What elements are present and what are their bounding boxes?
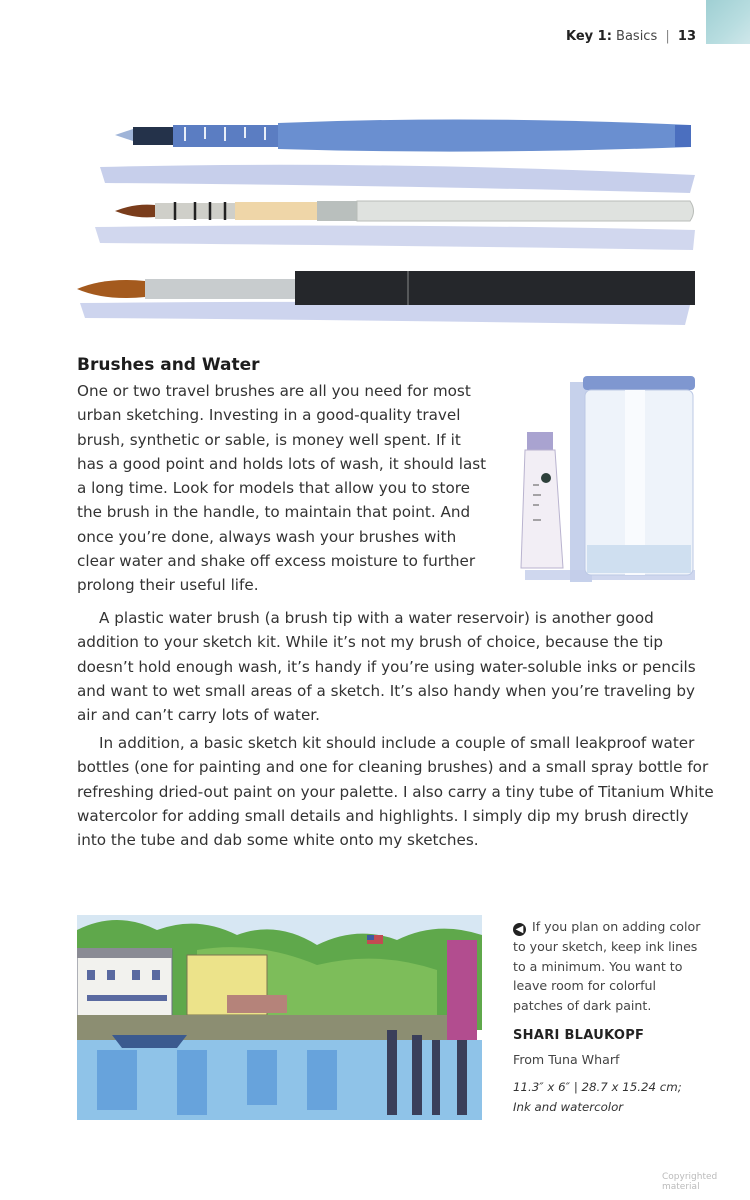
body-paragraph-3: In addition, a basic sketch kit should include a couple of small leakproof water bottles (one for painting and one for cleaning brushes) and a small spray bottle for refreshing dried-out paint on your palette. I also carry a tiny tube of Titanium White watercolor for adding small details and highlights. I simply dip my brush directly into the tube and dab some white onto my sketches. [77, 734, 714, 850]
artwork-dimensions: 11.3″ x 6″ | 28.7 x 15.24 cm; [513, 1080, 682, 1094]
artwork-medium: Ink and watercolor [513, 1100, 624, 1114]
artist-name: SHARI BLAUKOPF [513, 1028, 645, 1043]
running-head-chapter: Basics [616, 29, 658, 44]
tuna-wharf-painting [77, 910, 487, 1125]
water-jar-and-paint-tube-illustration [515, 370, 700, 585]
body-paragraph-2: A plastic water brush (a brush tip with a water reservoir) is another good addition to your sketch kit. While it’s not my brush of choice, because the tip doesn’t hold enough wash, it’s handy if you’re using water-soluble inks or pencils and want to wet small areas of a sketch. It’s also handy when you’re traveling by air and can’t carry lots of water. [77, 609, 696, 725]
caption-text: If you plan on adding color to your sketch, keep ink lines to a minimum. You want to leave room for colorful patches of dark paint. [513, 919, 701, 1014]
figure-caption [513, 917, 708, 1016]
running-head-separator: | [665, 29, 670, 44]
section-color-tab [706, 0, 750, 44]
brushes-illustration [75, 105, 700, 330]
page-number: 13 [677, 29, 696, 44]
section-heading: Brushes and Water [77, 355, 260, 375]
running-head [566, 29, 696, 44]
copyright-watermark: Copyrighted material [662, 1172, 718, 1192]
artwork-title: From Tuna Wharf [513, 1052, 620, 1067]
body-paragraph-1: One or two travel brushes are all you need for most urban sketching. Investing in a good-quality travel brush, synthetic or sable, is money well spent. If it has a good point and holds lots of wash, it should last a long time. Look for models that allow you to store the brush in the handle, to maintain that point. And once you’re done, always wash your brushes with clear water and shake off excess moisture to further prolong their useful life. [77, 382, 487, 595]
artwork-details [513, 1077, 713, 1117]
arrow-left-circle-icon: ◀ [513, 923, 526, 936]
running-head-section: Key 1: [565, 29, 612, 44]
